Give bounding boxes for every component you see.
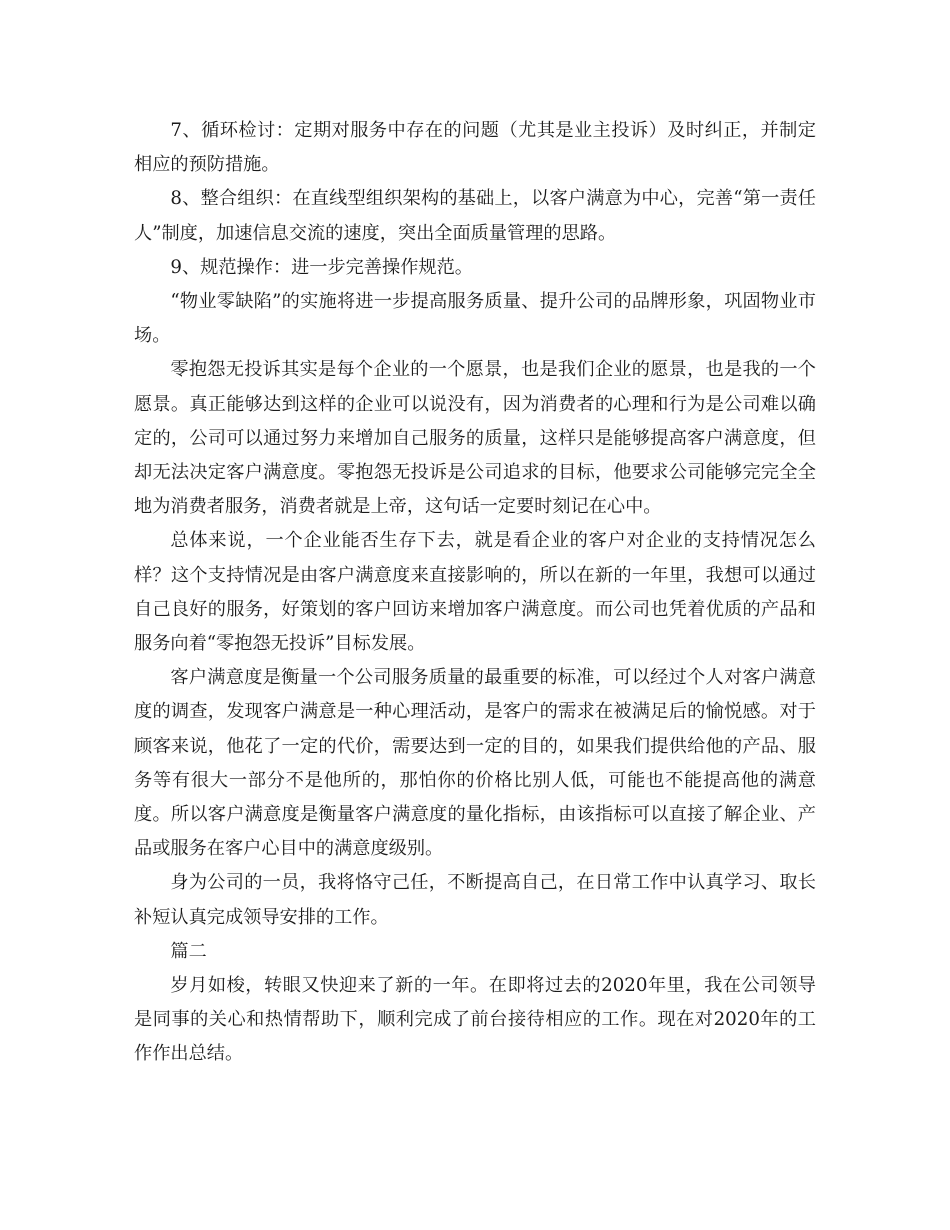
paragraph-item-9: 9、规范操作：进一步完善操作规范。 [170, 256, 473, 278]
paragraph-item-8: 8、整合组织：在直线型组织架构的基础上，以客户满意为中心，完善“第一责任人”制度，加速信息交流的速度，突出全面质量管理的思路。 [134, 188, 816, 244]
paragraph-section-two-intro: 岁月如梭，转眼又快迎来了新的一年。在即将过去的2020年里，我在公司领导是同事的关心和热情帮助下，顺利完成了前台接待相应的工作。现在对2020年的工作作出总结。 [134, 975, 816, 1065]
section-heading: 篇二 [170, 940, 207, 962]
paragraph-zero-complaint: 零抱怨无投诉其实是每个企业的一个愿景，也是我们企业的愿景，也是我的一个愿景。真正能够达到这样的企业可以说没有，因为消费者的心理和行为是公司难以确定的，公司可以通过努力来增加自己服务的质量，这样只是能够提高客户满意度，但却无法决定客户满意度。零抱怨无投诉是公司追求的目标，他要求公司能够完完全全地为消费者服务，消费者就是上帝，这句话一定要时刻记在心中。 [134, 359, 816, 518]
paragraph-zero-defect: “物业零缺陷”的实施将进一步提高服务质量、提升公司的品牌形象，巩固物业市场。 [134, 291, 816, 347]
paragraph-item-7: 7、循环检讨：定期对服务中存在的问题（尤其是业主投诉）及时纠正，并制定相应的预防措施。 [134, 120, 816, 176]
paragraph-satisfaction: 客户满意度是衡量一个公司服务质量的最重要的标准，可以经过个人对客户满意度的调查，发现客户满意是一种心理活动，是客户的需求在被满足后的愉悦感。对于顾客来说，他花了一定的代价，需要达到一定的目的，如果我们提供给他的产品、服务等有很大一部分不是他所的，那怕你的价格比别人低，可能也不能提高他的满意度。所以客户满意度是衡量客户满意度的量化指标，由该指标可以直接了解企业、产品或服务在客户心目中的满意度级别。 [134, 667, 816, 860]
document-body [134, 114, 816, 1072]
paragraph-commitment: 身为公司的一员，我将恪守己任，不断提高自己，在日常工作中认真学习、取长补短认真完成领导安排的工作。 [134, 872, 816, 928]
paragraph-summary: 总体来说，一个企业能否生存下去，就是看企业的客户对企业的支持情况怎么样？这个支持情况是由客户满意度来直接影响的，所以在新的一年里，我想可以通过自己良好的服务，好策划的客户回访来增加客户满意度。而公司也凭着优质的产品和服务向着“零抱怨无投诉”目标发展。 [134, 530, 816, 655]
